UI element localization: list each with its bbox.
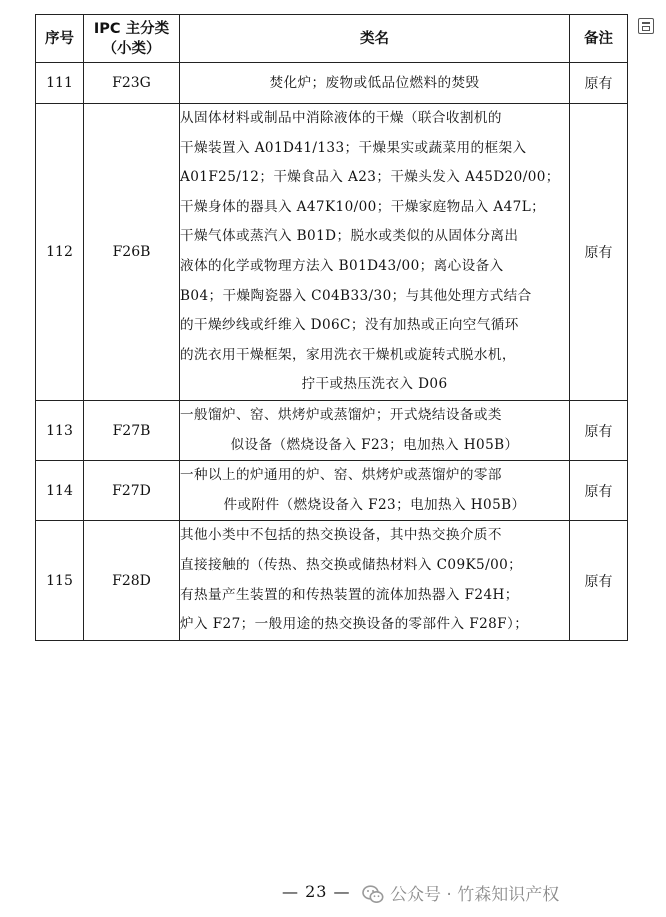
document-icon[interactable] [638,18,654,34]
row-number: 112 [36,104,84,401]
table-row [36,461,628,521]
class-name [180,400,570,460]
class-name [180,521,570,640]
class-name-line: 拧干或热压洗衣入 D06 [301,376,448,393]
row-number: 115 [36,521,84,640]
wechat-icon [362,885,384,904]
page-footer [0,878,666,908]
class-name-line: 直接接触的（传热、热交换或储热材料入 C09K5/00； [180,556,523,573]
note: 原有 [570,104,628,401]
ipc-code: F26B [84,104,180,401]
class-name-line: 一般馏炉、窑、烘烤炉或蒸馏炉；开式烧结设备或类 [180,406,502,423]
class-name-line: 件或附件（燃烧设备入 F23；电加热入 H05B） [223,496,526,513]
note: 原有 [570,521,628,640]
row-number: 111 [36,63,84,104]
row-number: 113 [36,400,84,460]
table-row [36,400,628,460]
note: 原有 [570,461,628,521]
class-name-line: 干燥身体的器具入 A47K10/00；干燥家庭物品入 A47L； [180,198,546,215]
class-name-line: 有热量产生装置的和传热装置的流体加热器入 F24H； [180,586,519,603]
class-name-line: 从固体材料或制品中消除液体的干燥（联合收割机的 [180,110,502,126]
table-row [36,104,628,401]
header-name: 类名 [180,15,570,63]
header-row [36,15,628,63]
class-name-line: 的洗衣用干燥框架，家用洗衣干燥机或旋转式脱水机， [180,346,516,363]
class-name [180,63,570,104]
header-code [84,15,180,63]
class-name-line: 其他小类中不包括的热交换设备，其中热交换介质不 [180,527,502,544]
header-code-line1: IPC 主分类 [93,20,170,37]
class-name-line: 液体的化学或物理方法入 B01D43/00；离心设备入 [180,257,504,274]
class-name-line: A01F25/12；干燥食品入 A23；干燥头发入 A45D20/00； [180,169,560,186]
class-name [180,104,570,401]
class-name [180,461,570,521]
ipc-code: F23G [84,63,180,104]
ipc-code: F27D [84,461,180,521]
page-number: — 23 — [282,882,351,901]
ipc-code: F27B [84,400,180,460]
watermark-text: 公众号 · 竹森知识产权 [390,885,560,905]
wechat-watermark [362,880,559,905]
class-name-line: 似设备（燃烧设备入 F23；电加热入 H05B） [230,436,519,453]
header-num: 序号 [36,15,84,63]
class-name-line: 炉入 F27；一般用途的热交换设备的零部件入 F28F）； [180,616,529,633]
class-name-line: 焚化炉；废物或低品位燃料的焚毁 [269,75,480,91]
header-note: 备注 [570,15,628,63]
header-code-line2: （小类） [102,40,161,57]
class-name-line: 干燥装置入 A01D41/133；干燥果实或蔬菜用的框架入 [180,139,527,156]
table-row [36,521,628,640]
note: 原有 [570,400,628,460]
class-name-line: 的干燥纱线或纤维入 D06C；没有加热或正向空气循环 [180,317,519,334]
ipc-code: F28D [84,521,180,640]
class-name-line: 干燥气体或蒸汽入 B01D；脱水或类似的从固体分离出 [180,228,519,245]
ipc-table [35,14,628,641]
note: 原有 [570,63,628,104]
class-name-line: 一种以上的炉通用的炉、窑、烘烤炉或蒸馏炉的零部 [180,467,502,484]
table-row [36,63,628,104]
row-number: 114 [36,461,84,521]
class-name-line: B04；干燥陶瓷器入 C04B33/30；与其他处理方式结合 [180,287,532,304]
